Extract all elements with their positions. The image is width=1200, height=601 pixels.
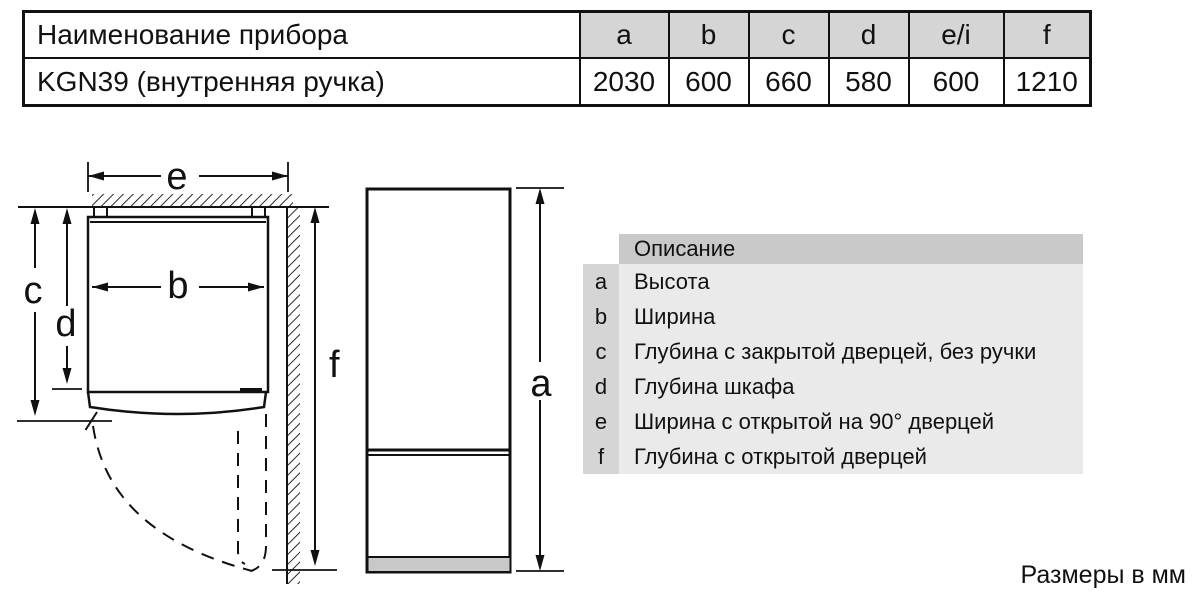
front-view	[367, 189, 510, 572]
front-view-fridge	[367, 189, 510, 572]
dim-label-f: f	[329, 344, 340, 386]
door-closed	[88, 392, 266, 414]
arrow-d-up	[63, 208, 72, 224]
dim-label-e: e	[166, 156, 188, 198]
table-cell-a: 2030	[580, 58, 669, 106]
arrow-a-up	[536, 188, 545, 204]
table-header-b: b	[669, 12, 749, 59]
legend-key: e	[583, 404, 619, 439]
table-header-d: d	[829, 12, 909, 59]
units-note: Размеры в мм	[1020, 561, 1186, 589]
table-header-f: f	[1004, 12, 1091, 59]
arrow-e-left	[88, 172, 104, 181]
door-swing-arc	[93, 426, 252, 571]
arrow-a-down	[536, 555, 545, 571]
legend-key: f	[583, 439, 619, 474]
arrow-f-down	[311, 550, 320, 566]
arrow-c-down	[31, 400, 40, 416]
table-header-c: c	[749, 12, 829, 59]
wall-hatch-right	[287, 207, 300, 584]
wall-hatch-top	[92, 194, 293, 207]
legend-key: a	[583, 264, 619, 299]
dim-label-d: d	[55, 303, 77, 345]
legend-row-b	[583, 299, 1083, 334]
arrow-d-down	[63, 368, 72, 384]
legend-title: Описание	[619, 234, 1083, 264]
table-cell-f: 1210	[1004, 58, 1091, 106]
table-header-ei: e/i	[909, 12, 1004, 59]
legend-row-c	[583, 334, 1083, 369]
table-cell-b: 600	[669, 58, 749, 106]
legend-row-d	[583, 369, 1083, 404]
table-header-appliance-name: Наименование прибора	[24, 12, 580, 59]
arrow-e-right	[272, 172, 288, 181]
table-cell-ei: 600	[909, 58, 1004, 106]
dim-label-c: c	[23, 270, 43, 312]
legend-description: Высота	[619, 264, 1083, 299]
legend-description: Глубина с открытой дверцей	[619, 439, 1083, 474]
legend-key: d	[583, 369, 619, 404]
door-open-inner-edge	[238, 431, 245, 564]
table-cell-c: 660	[749, 58, 829, 106]
door-open-outer-edge	[251, 414, 266, 571]
table-cell-model: KGN39 (внутренняя ручка)	[24, 58, 580, 106]
legend	[583, 234, 1083, 474]
dim-label-b: b	[167, 265, 189, 307]
dim-label-a: a	[530, 363, 552, 405]
door-handle-mark	[240, 388, 262, 393]
arrow-f-up	[311, 207, 320, 223]
legend-row-f	[583, 439, 1083, 474]
table-header-a: a	[580, 12, 669, 59]
arrow-c-up	[31, 208, 40, 224]
legend-description: Ширина	[619, 299, 1083, 334]
legend-description: Глубина шкафа	[619, 369, 1083, 404]
legend-key: b	[583, 299, 619, 334]
plinth	[369, 558, 510, 571]
table-cell-d: 580	[829, 58, 909, 106]
legend-row-e	[583, 404, 1083, 439]
legend-description: Глубина с закрытой дверцей, без ручки	[619, 334, 1083, 369]
legend-key: c	[583, 334, 619, 369]
legend-description: Ширина с открытой на 90° дверцей	[619, 404, 1083, 439]
legend-row-a	[583, 264, 1083, 299]
